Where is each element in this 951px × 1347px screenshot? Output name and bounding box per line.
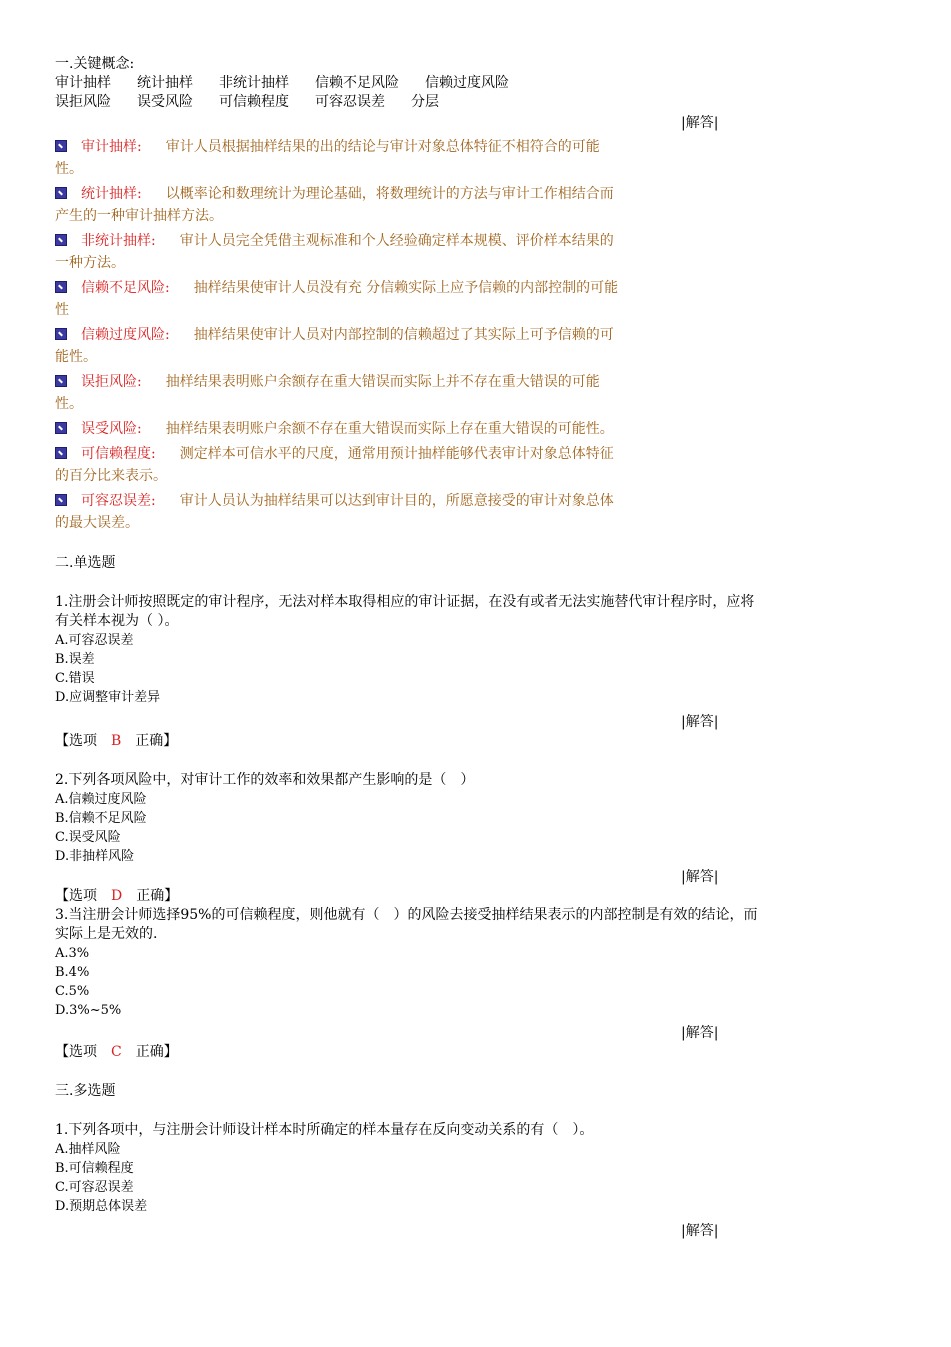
concept-term: 可容忍误差 [315,94,385,110]
definition-item [55,324,735,368]
result-prefix: 【选项 [55,1044,97,1060]
section-title-concepts: 一.关键概念: [55,56,135,72]
checkbox-bullet-icon [55,328,67,340]
checkbox-bullet-icon [55,140,67,152]
definition-item [55,443,735,487]
question-stem: 2.下列各项风险中，对审计工作的效率和效果都产生影响的是（ ） [55,772,475,788]
definition-text-cont: 的最大误差。 [55,515,139,531]
definition-term: 信赖不足风险: [81,280,170,296]
definition-text: 抽样结果表明账户余额存在重大错误而实际上并不存在重大错误的可能 [165,374,600,390]
option-a: A.抽样风险 [55,1142,121,1157]
question-block [55,906,905,1062]
checkbox-bullet-icon [55,234,67,246]
definition-term: 可信赖程度: [81,446,156,462]
definition-text-cont: 性。 [55,396,83,412]
option-b: B.4% [55,965,90,980]
result-prefix: 【选项 [55,733,97,749]
concept-term: 误受风险 [137,94,193,110]
result-suffix: 正确】 [135,733,178,749]
option-c: C.误受风险 [55,830,121,845]
definition-term: 非统计抽样: [81,233,156,249]
option-c: C.5% [55,984,90,999]
definition-item [55,230,735,274]
option-c: C.可容忍误差 [55,1180,134,1195]
result-prefix: 【选项 [55,888,97,904]
concept-term: 统计抽样 [137,75,193,91]
concept-term: 非统计抽样 [219,75,289,91]
option-c: C.错误 [55,671,95,686]
answer-result [55,887,905,906]
definition-text: 测定样本可信水平的尺度，通常用预计抽样能够代表审计对象总体特征 [179,446,614,462]
concept-term: 审计抽样 [55,75,111,91]
option-d: D.应调整审计差异 [55,690,161,705]
option-d: D.预期总体误差 [55,1199,148,1214]
question-stem: 3.当注册会计师选择95%的可信赖程度，则他就有（ ）的风险去接受抽样结果表示的内部控制是有效的结论，而 [55,907,758,923]
checkbox-bullet-icon [55,281,67,293]
option-d: D.3%~5% [55,1003,122,1018]
definition-text: 审计人员完全凭借主观标准和个人经验确定样本规模、评价样本结果的 [179,233,614,249]
definition-text-cont: 产生的一种审计抽样方法。 [55,208,223,224]
question-stem-cont: 有关样本视为（ ）。 [55,613,179,629]
result-choice: B [111,733,122,749]
document-page [55,55,905,1241]
definition-text: 抽样结果表明账户余额不存在重大错误而实际上存在重大错误的可能性。 [165,421,614,437]
concept-term: 信赖过度风险 [425,75,509,91]
definition-text: 以概率论和数理统计为理论基础，将数理统计的方法与审计工作相结合而 [165,186,614,202]
option-d: D.非抽样风险 [55,849,135,864]
definition-text-cont: 性。 [55,161,83,177]
section-title-multi-choice: 三.多选题 [55,1083,116,1099]
option-b: B.信赖不足风险 [55,811,147,826]
answer-link[interactable]: |解答| [681,115,719,131]
definition-text: 抽样结果使审计人员没有充 分信赖实际上应予信赖的内部控制的可能 [193,280,619,296]
definition-text-cont: 一种方法。 [55,255,125,271]
definition-text: 审计人员认为抽样结果可以达到审计目的，所愿意接受的审计对象总体 [179,493,614,509]
option-a: A.可容忍误差 [55,633,134,648]
checkbox-bullet-icon [55,187,67,199]
option-b: B.误差 [55,652,95,667]
definition-item [55,490,735,534]
definition-item [55,277,735,321]
definition-term: 误受风险: [81,421,142,437]
question-stem: 1.注册会计师按照既定的审计程序，无法对样本取得相应的审计证据，在没有或者无法实施替代审计程序时，应将 [55,594,755,610]
result-choice: C [111,1044,122,1060]
definition-text: 抽样结果使审计人员对内部控制的信赖超过了其实际上可予信赖的可 [193,327,614,343]
question-block [55,1121,905,1241]
concept-row-1 [55,74,905,93]
checkbox-bullet-icon [55,494,67,506]
definition-term: 统计抽样: [81,186,142,202]
definition-item [55,418,735,440]
result-choice: D [111,888,123,904]
option-b: B.可信赖程度 [55,1161,134,1176]
concept-term: 信赖不足风险 [315,75,399,91]
definition-term: 误拒风险: [81,374,142,390]
result-suffix: 正确】 [136,888,179,904]
question-block [55,771,905,906]
question-block [55,593,905,751]
answer-result [55,1043,905,1062]
option-a: A.3% [55,946,90,961]
answer-link[interactable]: |解答| [681,1223,719,1239]
option-a: A.信赖过度风险 [55,792,147,807]
definition-item [55,136,735,180]
definition-term: 可容忍误差: [81,493,156,509]
question-stem: 1.下列各项中，与注册会计师设计样本时所确定的样本量存在反向变动关系的有（ ）。 [55,1122,594,1138]
definition-text: 审计人员根据抽样结果的出的结论与审计对象总体特征不相符合的可能 [165,139,600,155]
answer-link[interactable]: |解答| [681,1025,719,1041]
checkbox-bullet-icon [55,375,67,387]
definition-text-cont: 性 [55,302,69,318]
question-stem-cont: 实际上是无效的. [55,926,158,942]
concept-term: 误拒风险 [55,94,111,110]
concept-term: 分层 [411,94,439,110]
checkbox-bullet-icon [55,422,67,434]
definition-term: 审计抽样: [81,139,142,155]
definition-item [55,371,735,415]
answer-link[interactable]: |解答| [681,869,719,885]
checkbox-bullet-icon [55,447,67,459]
result-suffix: 正确】 [135,1044,178,1060]
answer-result [55,732,905,751]
definition-item [55,183,735,227]
definition-term: 信赖过度风险: [81,327,170,343]
definition-text-cont: 的百分比来表示。 [55,468,167,484]
concept-row-2 [55,93,905,112]
definition-text-cont: 能性。 [55,349,97,365]
section-title-single-choice: 二.单选题 [55,555,116,571]
answer-link[interactable]: |解答| [681,714,719,730]
concept-term: 可信赖程度 [219,94,289,110]
